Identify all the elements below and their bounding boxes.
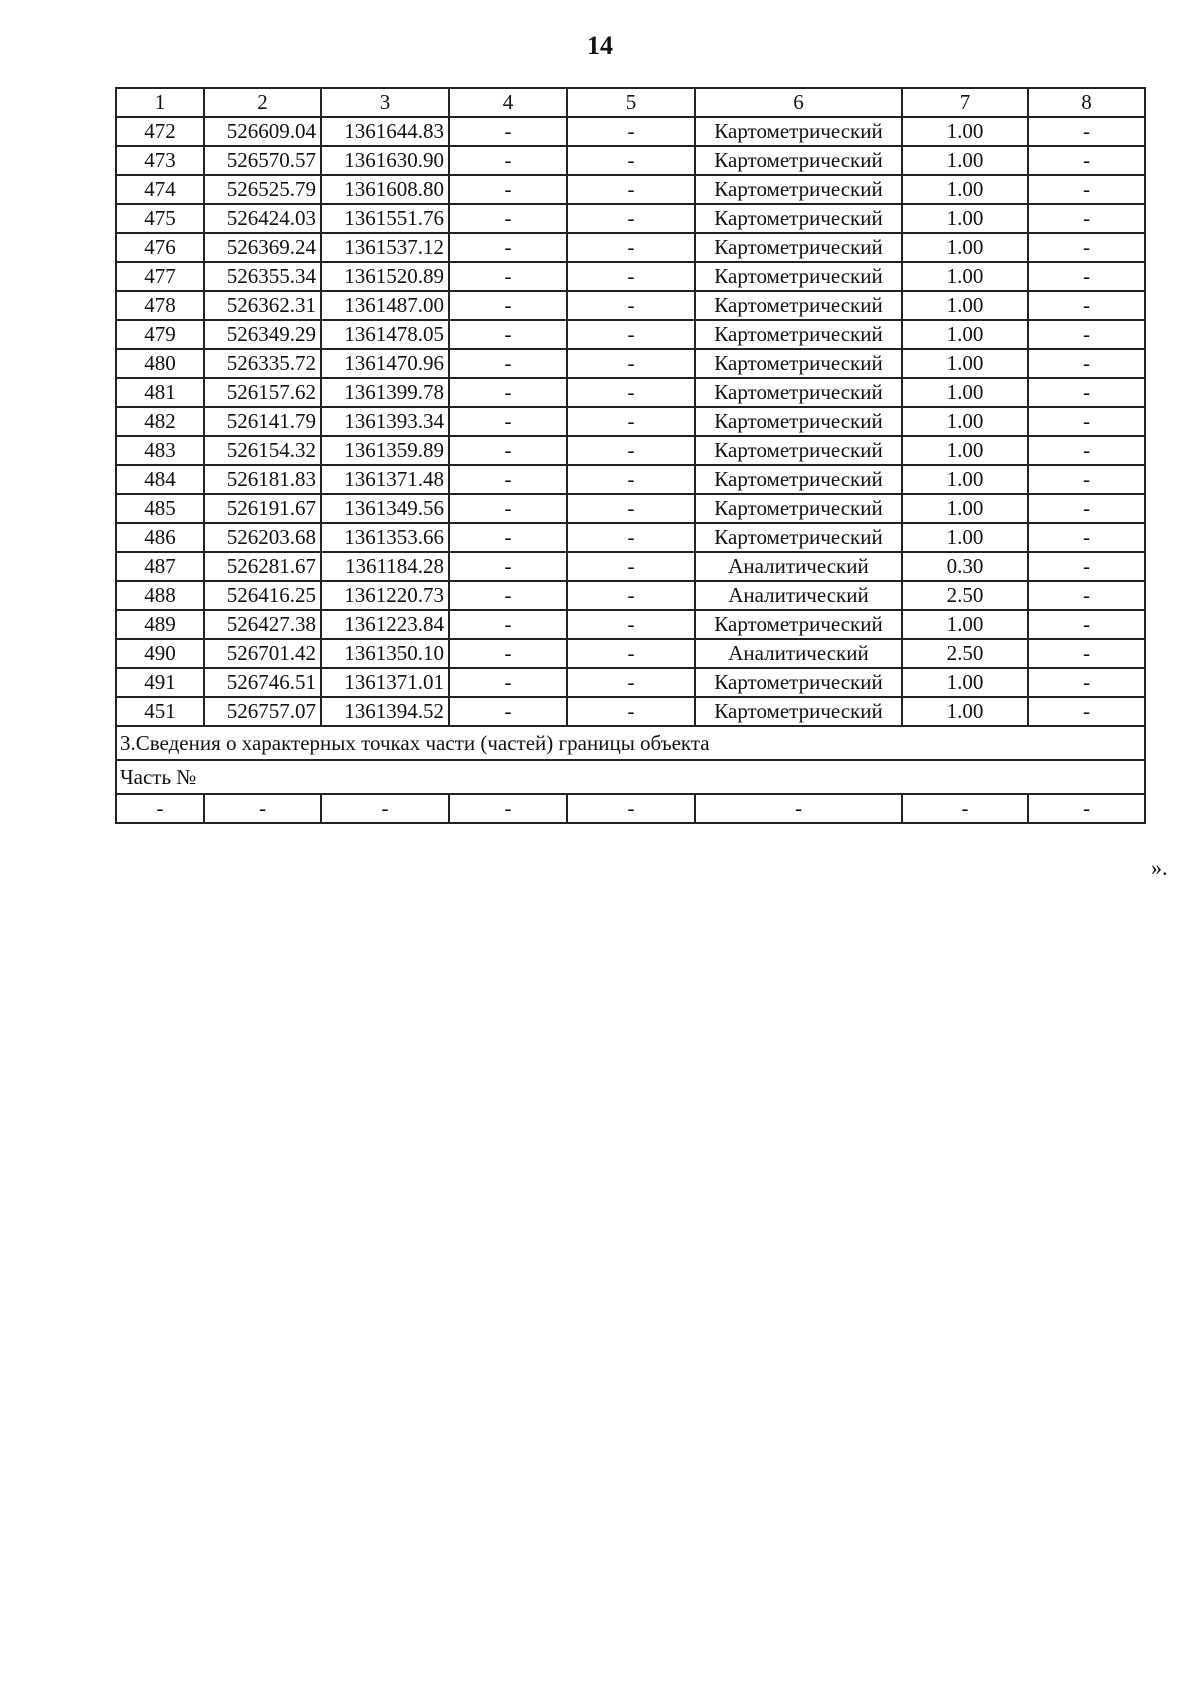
table-row: [116, 523, 1145, 552]
table-cell: 2.50: [902, 581, 1028, 610]
table-cell: 1.00: [902, 175, 1028, 204]
table-cell: -: [1028, 639, 1145, 668]
table-cell: 526746.51: [204, 668, 321, 697]
table-cell: -: [449, 407, 567, 436]
table-cell: 1.00: [902, 349, 1028, 378]
table-cell: -: [449, 668, 567, 697]
table-cell: -: [321, 794, 449, 823]
table-cell: -: [1028, 465, 1145, 494]
table-cell: -: [204, 794, 321, 823]
table-cell: -: [567, 668, 695, 697]
table-cell: Картометрический: [695, 117, 902, 146]
table-row: [116, 233, 1145, 262]
table-cell: 526349.29: [204, 320, 321, 349]
table-cell: 1361399.78: [321, 378, 449, 407]
table-cell: 475: [116, 204, 204, 233]
table-cell: 526157.62: [204, 378, 321, 407]
table-row: [116, 610, 1145, 639]
column-header: 6: [695, 88, 902, 117]
table-cell: 1.00: [902, 204, 1028, 233]
table-cell: -: [1028, 407, 1145, 436]
table-cell: 526203.68: [204, 523, 321, 552]
table-cell: -: [1028, 378, 1145, 407]
table-cell: -: [1028, 204, 1145, 233]
table-cell: 477: [116, 262, 204, 291]
table-cell: Картометрический: [695, 349, 902, 378]
table-cell: 526281.67: [204, 552, 321, 581]
table-cell: Картометрический: [695, 175, 902, 204]
table-cell: -: [1028, 233, 1145, 262]
table-cell: -: [1028, 552, 1145, 581]
table-cell: 1.00: [902, 291, 1028, 320]
table-cell: Картометрический: [695, 204, 902, 233]
table-cell: -: [449, 697, 567, 726]
table-cell: -: [1028, 697, 1145, 726]
table-cell: 1361359.89: [321, 436, 449, 465]
column-header: 1: [116, 88, 204, 117]
table-row: [116, 407, 1145, 436]
table-cell: 1361350.10: [321, 639, 449, 668]
table-cell: 1361537.12: [321, 233, 449, 262]
table-cell: -: [1028, 794, 1145, 823]
table-cell: -: [449, 117, 567, 146]
table-cell: 1.00: [902, 494, 1028, 523]
table-cell: 526416.25: [204, 581, 321, 610]
table-cell: 1361644.83: [321, 117, 449, 146]
table-cell: 526335.72: [204, 349, 321, 378]
table-cell: -: [1028, 610, 1145, 639]
table-cell: -: [449, 465, 567, 494]
table-cell: 1361478.05: [321, 320, 449, 349]
table-row: [116, 117, 1145, 146]
table-cell: -: [449, 523, 567, 552]
table-cell: -: [449, 639, 567, 668]
table-cell: 526191.67: [204, 494, 321, 523]
table-cell: -: [449, 320, 567, 349]
table-cell: -: [449, 494, 567, 523]
table-row: [116, 262, 1145, 291]
table-cell: 491: [116, 668, 204, 697]
table-cell: -: [449, 291, 567, 320]
table-cell: 487: [116, 552, 204, 581]
table-cell: -: [567, 794, 695, 823]
table-cell: Картометрический: [695, 668, 902, 697]
table-cell: 526570.57: [204, 146, 321, 175]
coordinates-table: [115, 87, 1146, 824]
table-cell: 526355.34: [204, 262, 321, 291]
table-cell: -: [567, 552, 695, 581]
table-cell: 473: [116, 146, 204, 175]
table-row: [116, 465, 1145, 494]
part-label-row: [116, 760, 1145, 794]
table-cell: -: [449, 581, 567, 610]
table-cell: 526609.04: [204, 117, 321, 146]
table-cell: -: [449, 552, 567, 581]
table-cell: -: [449, 436, 567, 465]
table-cell: 1.00: [902, 523, 1028, 552]
table-cell: -: [1028, 581, 1145, 610]
table-cell: 481: [116, 378, 204, 407]
table-cell: -: [567, 436, 695, 465]
table-cell: -: [1028, 291, 1145, 320]
table-cell: -: [567, 639, 695, 668]
table-row: [116, 494, 1145, 523]
table-cell: 526427.38: [204, 610, 321, 639]
table-cell: -: [567, 204, 695, 233]
table-cell: -: [116, 794, 204, 823]
table-cell: Аналитический: [695, 639, 902, 668]
table-row: [116, 581, 1145, 610]
table-cell: 1361353.66: [321, 523, 449, 552]
table-cell: 489: [116, 610, 204, 639]
table-cell: 1.00: [902, 697, 1028, 726]
table-row: [116, 436, 1145, 465]
table-cell: Картометрический: [695, 697, 902, 726]
table-cell: -: [449, 378, 567, 407]
table-cell: -: [567, 581, 695, 610]
table-cell: -: [1028, 349, 1145, 378]
table-cell: Картометрический: [695, 378, 902, 407]
table-cell: Картометрический: [695, 436, 902, 465]
table-cell: 1.00: [902, 233, 1028, 262]
table-cell: 486: [116, 523, 204, 552]
table-cell: -: [567, 146, 695, 175]
table-cell: 1.00: [902, 378, 1028, 407]
table-cell: 1.00: [902, 146, 1028, 175]
table-cell: 1.00: [902, 610, 1028, 639]
table-cell: 1361470.96: [321, 349, 449, 378]
table-cell: 1.00: [902, 465, 1028, 494]
table-row: [116, 146, 1145, 175]
table-cell: Картометрический: [695, 291, 902, 320]
table-cell: -: [567, 349, 695, 378]
table-row: [116, 697, 1145, 726]
table-row: [116, 175, 1145, 204]
column-header: 5: [567, 88, 695, 117]
table-cell: 474: [116, 175, 204, 204]
table-cell: 1.00: [902, 407, 1028, 436]
table-cell: 1361394.52: [321, 697, 449, 726]
table-cell: -: [449, 349, 567, 378]
table-row: [116, 552, 1145, 581]
table-cell: 451: [116, 697, 204, 726]
empty-row: [116, 794, 1145, 823]
table-cell: 1361393.34: [321, 407, 449, 436]
table-cell: -: [567, 523, 695, 552]
table-cell: -: [449, 233, 567, 262]
page-number: 14: [587, 31, 613, 60]
table-cell: -: [1028, 117, 1145, 146]
table-cell: -: [902, 794, 1028, 823]
table-cell: -: [449, 146, 567, 175]
table-cell: 479: [116, 320, 204, 349]
table-cell: 1361608.80: [321, 175, 449, 204]
table-cell: 483: [116, 436, 204, 465]
table-cell: 1361349.56: [321, 494, 449, 523]
table-cell: 1361487.00: [321, 291, 449, 320]
table-cell: 478: [116, 291, 204, 320]
table-cell: 526369.24: [204, 233, 321, 262]
table-cell: 480: [116, 349, 204, 378]
table-cell: 1361551.76: [321, 204, 449, 233]
table-cell: -: [1028, 262, 1145, 291]
table-cell: Аналитический: [695, 552, 902, 581]
table-row: [116, 204, 1145, 233]
table-cell: -: [567, 610, 695, 639]
part-label: Часть №: [116, 760, 1145, 794]
table-cell: -: [695, 794, 902, 823]
table-cell: -: [567, 291, 695, 320]
table-row: [116, 639, 1145, 668]
table-cell: 1361371.48: [321, 465, 449, 494]
table-cell: 1.00: [902, 668, 1028, 697]
table-cell: -: [1028, 436, 1145, 465]
table-cell: 526757.07: [204, 697, 321, 726]
table-cell: Картометрический: [695, 465, 902, 494]
table-body: [116, 117, 1145, 726]
section-title-row: [116, 726, 1145, 760]
closing-quote: ».: [1151, 855, 1168, 880]
table-cell: -: [1028, 668, 1145, 697]
table-cell: 490: [116, 639, 204, 668]
table-cell: -: [567, 175, 695, 204]
table-cell: -: [567, 233, 695, 262]
table-cell: 1361371.01: [321, 668, 449, 697]
table-cell: 472: [116, 117, 204, 146]
table-cell: -: [567, 378, 695, 407]
table-cell: -: [449, 262, 567, 291]
table-cell: -: [567, 262, 695, 291]
table-cell: Картометрический: [695, 233, 902, 262]
column-header: 2: [204, 88, 321, 117]
table-cell: -: [449, 175, 567, 204]
table-cell: -: [567, 407, 695, 436]
table-cell: 526154.32: [204, 436, 321, 465]
table-cell: -: [449, 204, 567, 233]
table-cell: 1361184.28: [321, 552, 449, 581]
table-cell: -: [1028, 494, 1145, 523]
table-cell: Картометрический: [695, 494, 902, 523]
section-title: 3.Сведения о характерных точках части (частей) границы объекта: [116, 726, 1145, 760]
table-cell: 488: [116, 581, 204, 610]
table-cell: 526424.03: [204, 204, 321, 233]
table-cell: 1.00: [902, 117, 1028, 146]
table-cell: 526701.42: [204, 639, 321, 668]
table-row: [116, 291, 1145, 320]
column-header: 7: [902, 88, 1028, 117]
table-cell: -: [1028, 320, 1145, 349]
table-cell: Картометрический: [695, 523, 902, 552]
table-cell: 526141.79: [204, 407, 321, 436]
table-cell: 526362.31: [204, 291, 321, 320]
table-cell: 1.00: [902, 436, 1028, 465]
column-header: 8: [1028, 88, 1145, 117]
table-row: [116, 320, 1145, 349]
table-cell: -: [1028, 146, 1145, 175]
table-cell: -: [567, 465, 695, 494]
table-cell: 1.00: [902, 320, 1028, 349]
table-cell: 485: [116, 494, 204, 523]
table-row: [116, 349, 1145, 378]
table-cell: 484: [116, 465, 204, 494]
table-cell: -: [567, 320, 695, 349]
table-row: [116, 378, 1145, 407]
table-cell: Картометрический: [695, 610, 902, 639]
table-cell: 1361630.90: [321, 146, 449, 175]
table-cell: -: [567, 494, 695, 523]
column-header: 3: [321, 88, 449, 117]
table-cell: Картометрический: [695, 320, 902, 349]
table-cell: -: [567, 117, 695, 146]
table-cell: -: [1028, 175, 1145, 204]
table-cell: -: [567, 697, 695, 726]
table-cell: Картометрический: [695, 407, 902, 436]
table-cell: Картометрический: [695, 146, 902, 175]
table-cell: 526525.79: [204, 175, 321, 204]
table-cell: -: [1028, 523, 1145, 552]
table-cell: -: [449, 610, 567, 639]
table-cell: Картометрический: [695, 262, 902, 291]
table-cell: 482: [116, 407, 204, 436]
table-cell: -: [449, 794, 567, 823]
table-cell: 526181.83: [204, 465, 321, 494]
table-cell: 1361520.89: [321, 262, 449, 291]
table-cell: 0.30: [902, 552, 1028, 581]
table-cell: 1361223.84: [321, 610, 449, 639]
table-cell: 1.00: [902, 262, 1028, 291]
column-header: 4: [449, 88, 567, 117]
table-cell: 1361220.73: [321, 581, 449, 610]
table-cell: Аналитический: [695, 581, 902, 610]
table-header-row: [116, 88, 1145, 117]
table-cell: 2.50: [902, 639, 1028, 668]
table-cell: 476: [116, 233, 204, 262]
table-row: [116, 668, 1145, 697]
